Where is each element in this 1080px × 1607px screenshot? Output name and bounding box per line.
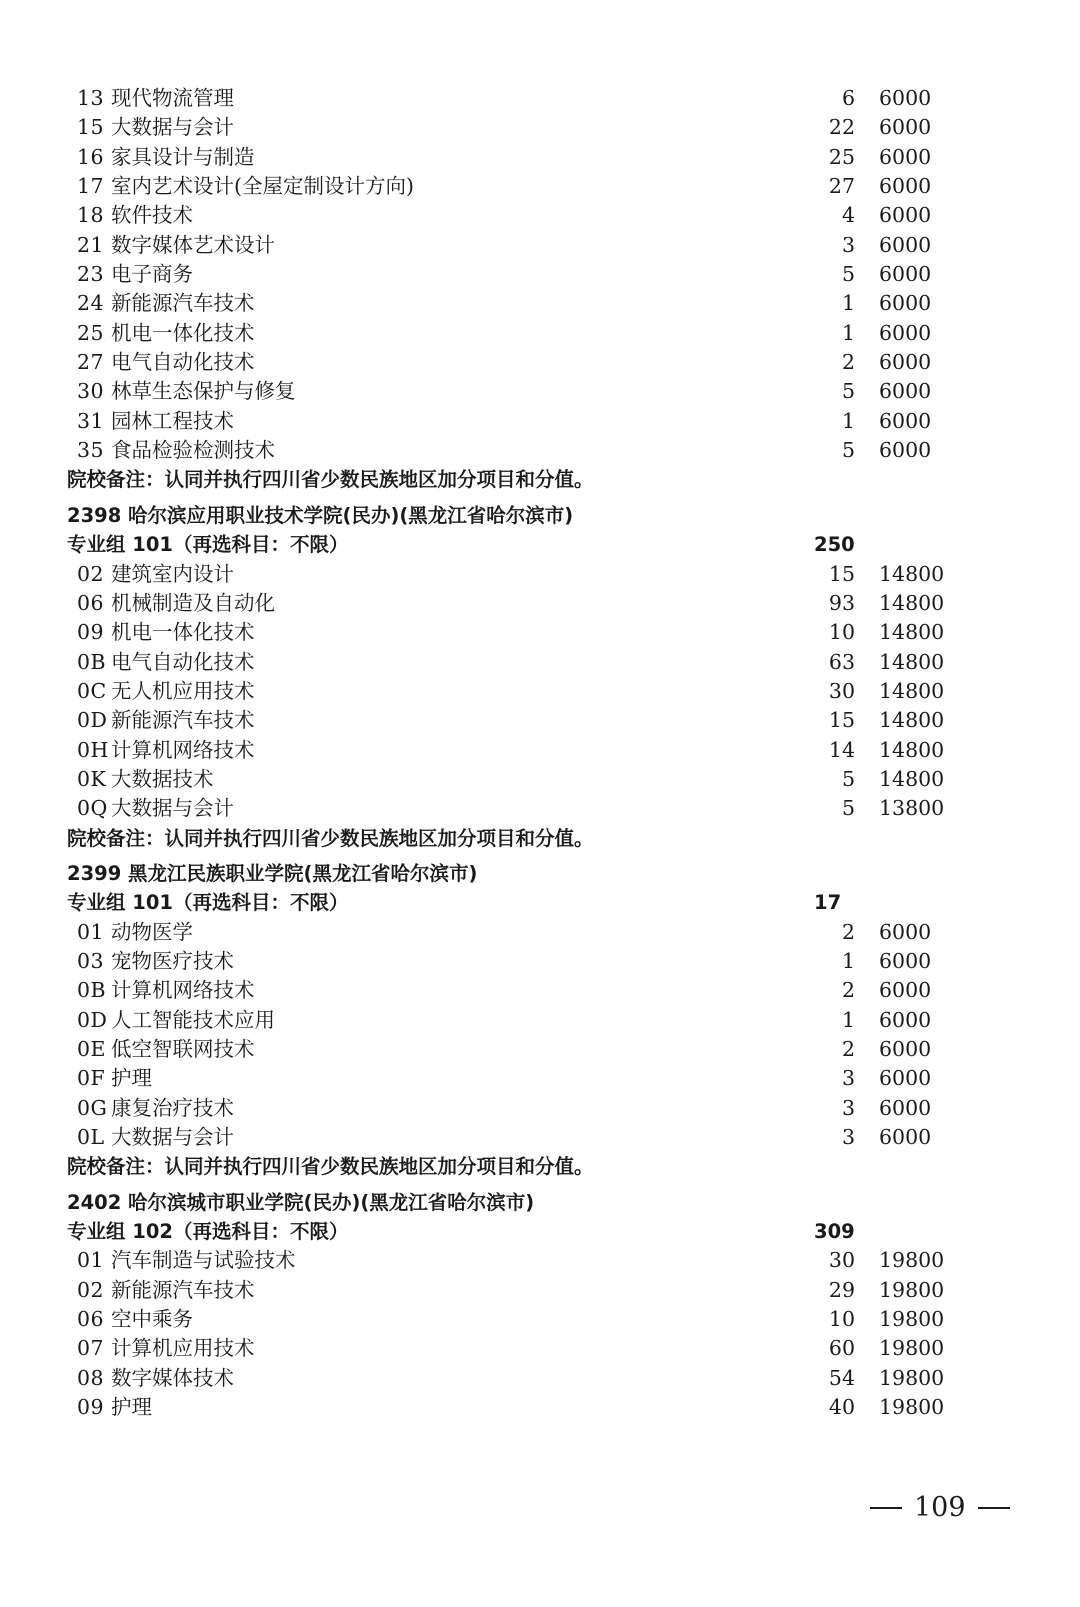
major-plan: 1 <box>841 291 855 316</box>
major-name: 空中乘务 <box>111 1307 193 1332</box>
group-plan-total: 17 <box>814 891 842 915</box>
major-name: 家具设计与制造 <box>111 144 255 169</box>
major-name: 数字媒体艺术设计 <box>111 232 275 257</box>
major-row <box>0 648 1080 677</box>
major-fee: 6000 <box>879 1007 932 1032</box>
major-name: 建筑室内设计 <box>111 561 234 586</box>
school-note-text: 院校备注：认同并执行四川省少数民族地区加分项目和分值。 <box>67 1155 594 1179</box>
major-fee: 6000 <box>879 350 932 375</box>
major-row <box>0 1305 1080 1334</box>
major-name: 大数据与会计 <box>111 1125 234 1150</box>
major-plan: 3 <box>841 1125 855 1150</box>
major-row <box>0 1276 1080 1305</box>
major-row <box>0 1035 1080 1064</box>
major-name: 新能源汽车技术 <box>111 291 255 316</box>
group-row <box>0 888 1080 917</box>
major-name: 汽车制造与试验技术 <box>111 1248 296 1273</box>
major-code: 0G <box>77 1095 108 1120</box>
major-plan: 2 <box>841 350 855 375</box>
major-plan: 2 <box>841 978 855 1003</box>
page-footer <box>870 1492 1010 1523</box>
major-row <box>0 260 1080 289</box>
major-code: 0F <box>77 1066 106 1091</box>
major-fee: 6000 <box>879 232 932 257</box>
major-plan: 3 <box>841 1066 855 1091</box>
school-note <box>0 824 1080 853</box>
major-plan: 15 <box>828 708 855 733</box>
major-plan: 4 <box>841 203 855 228</box>
major-fee: 14800 <box>879 649 945 674</box>
page-number: 109 <box>914 1492 966 1523</box>
major-name: 低空智联网技术 <box>111 1037 255 1061</box>
major-name: 现代物流管理 <box>111 86 234 110</box>
school-note <box>0 465 1080 494</box>
school-note <box>0 1152 1080 1181</box>
major-row <box>0 1094 1080 1123</box>
major-code: 23 <box>77 262 105 287</box>
major-fee: 6000 <box>879 115 932 140</box>
major-plan: 5 <box>841 262 855 287</box>
major-plan: 3 <box>841 1095 855 1120</box>
major-code: 0D <box>77 708 108 733</box>
major-fee: 14800 <box>879 737 945 762</box>
group-plan-total: 250 <box>814 533 855 557</box>
major-code: 08 <box>77 1365 105 1390</box>
major-fee: 19800 <box>879 1365 945 1390</box>
major-name: 园林工程技术 <box>111 408 234 433</box>
major-fee: 14800 <box>879 561 945 586</box>
major-name: 新能源汽车技术 <box>111 1277 255 1302</box>
major-fee: 6000 <box>879 174 932 199</box>
major-code: 01 <box>77 1248 105 1273</box>
major-fee: 14800 <box>879 678 945 703</box>
major-name: 动物医学 <box>111 919 193 944</box>
major-code: 16 <box>77 144 105 169</box>
major-code: 06 <box>77 1307 105 1332</box>
major-row <box>0 794 1080 823</box>
group-title-text: 专业组 102（再选科目：不限） <box>67 1220 349 1244</box>
major-row <box>0 231 1080 260</box>
major-row <box>0 113 1080 142</box>
major-name: 机电一体化技术 <box>111 320 255 345</box>
major-code: 17 <box>77 174 105 199</box>
major-row <box>0 589 1080 618</box>
major-plan: 6 <box>841 86 855 110</box>
major-plan: 5 <box>841 796 855 821</box>
major-plan: 5 <box>841 379 855 404</box>
major-code: 0H <box>77 737 109 762</box>
group-title-text: 专业组 101（再选科目：不限） <box>67 891 349 915</box>
major-name: 计算机网络技术 <box>111 978 255 1003</box>
major-fee: 6000 <box>879 379 932 404</box>
major-fee: 6000 <box>879 291 932 316</box>
major-code: 31 <box>77 408 105 433</box>
document-body <box>0 84 1080 1422</box>
major-fee: 6000 <box>879 978 932 1003</box>
major-name: 护理 <box>111 1066 152 1091</box>
major-row <box>0 377 1080 406</box>
major-row <box>0 201 1080 230</box>
major-code: 0K <box>77 766 107 791</box>
major-name: 大数据技术 <box>111 766 214 791</box>
major-row <box>0 976 1080 1005</box>
major-name: 护理 <box>111 1395 152 1420</box>
school-note-text: 院校备注：认同并执行四川省少数民族地区加分项目和分值。 <box>67 468 594 492</box>
major-name: 室内艺术设计(全屋定制设计方向) <box>111 174 414 199</box>
major-plan: 40 <box>828 1395 855 1420</box>
major-fee: 6000 <box>879 1095 932 1120</box>
major-plan: 30 <box>828 1248 855 1273</box>
major-code: 06 <box>77 590 105 615</box>
major-plan: 1 <box>841 948 855 973</box>
major-fee: 6000 <box>879 144 932 169</box>
major-row <box>0 436 1080 465</box>
major-code: 13 <box>77 86 105 110</box>
major-name: 大数据与会计 <box>111 115 234 140</box>
major-row <box>0 172 1080 201</box>
major-row <box>0 765 1080 794</box>
major-fee: 6000 <box>879 948 932 973</box>
major-code: 21 <box>77 232 105 257</box>
major-fee: 13800 <box>879 796 945 821</box>
major-plan: 2 <box>841 1037 855 1061</box>
major-row <box>0 736 1080 765</box>
dash-left <box>870 1507 902 1509</box>
major-plan: 30 <box>828 678 855 703</box>
major-plan: 22 <box>828 115 855 140</box>
major-fee: 19800 <box>879 1307 945 1332</box>
major-name: 康复治疗技术 <box>111 1095 234 1120</box>
major-row <box>0 1393 1080 1422</box>
major-plan: 15 <box>828 561 855 586</box>
school-note-text: 院校备注：认同并执行四川省少数民族地区加分项目和分值。 <box>67 826 594 850</box>
major-row <box>0 143 1080 172</box>
major-code: 30 <box>77 379 105 404</box>
major-row <box>0 1006 1080 1035</box>
major-code: 02 <box>77 561 105 586</box>
major-row <box>0 677 1080 706</box>
major-plan: 93 <box>828 590 855 615</box>
group-row <box>0 530 1080 559</box>
major-row <box>0 947 1080 976</box>
major-fee: 19800 <box>879 1336 945 1361</box>
major-name: 食品检验检测技术 <box>111 438 275 463</box>
major-code: 0L <box>77 1125 105 1150</box>
major-row <box>0 1364 1080 1393</box>
major-fee: 6000 <box>879 1066 932 1091</box>
major-code: 0C <box>77 678 107 703</box>
dash-right <box>978 1507 1010 1509</box>
major-name: 计算机网络技术 <box>111 737 255 762</box>
major-plan: 1 <box>841 320 855 345</box>
major-fee: 6000 <box>879 1125 932 1150</box>
group-row <box>0 1217 1080 1246</box>
major-row <box>0 560 1080 589</box>
major-plan: 25 <box>828 144 855 169</box>
major-plan: 2 <box>841 919 855 944</box>
major-row <box>0 706 1080 735</box>
major-name: 电气自动化技术 <box>111 350 255 375</box>
major-fee: 14800 <box>879 590 945 615</box>
major-fee: 6000 <box>879 320 932 345</box>
school-title-text: 2402 哈尔滨城市职业学院(民办)(黑龙江省哈尔滨市) <box>67 1190 535 1214</box>
major-fee: 14800 <box>879 766 945 791</box>
major-row <box>0 407 1080 436</box>
school-title-text: 2398 哈尔滨应用职业技术学院(民办)(黑龙江省哈尔滨市) <box>67 503 574 527</box>
major-plan: 3 <box>841 232 855 257</box>
major-fee: 6000 <box>879 919 932 944</box>
major-row <box>0 1123 1080 1152</box>
major-fee: 6000 <box>879 408 932 433</box>
major-code: 18 <box>77 203 105 228</box>
major-name: 人工智能技术应用 <box>111 1007 275 1032</box>
major-fee: 6000 <box>879 203 932 228</box>
major-plan: 1 <box>841 408 855 433</box>
major-name: 无人机应用技术 <box>111 678 255 703</box>
major-name: 计算机应用技术 <box>111 1336 255 1361</box>
major-fee: 14800 <box>879 620 945 645</box>
school-title <box>0 1188 1080 1217</box>
major-name: 电子商务 <box>111 262 193 287</box>
major-plan: 27 <box>828 174 855 199</box>
major-fee: 6000 <box>879 438 932 463</box>
major-code: 02 <box>77 1277 105 1302</box>
major-code: 24 <box>77 291 105 316</box>
major-fee: 6000 <box>879 86 932 110</box>
major-code: 0Q <box>77 796 108 821</box>
major-code: 15 <box>77 115 105 140</box>
major-code: 0E <box>77 1037 107 1061</box>
major-name: 大数据与会计 <box>111 796 234 821</box>
major-plan: 60 <box>828 1336 855 1361</box>
major-row <box>0 1246 1080 1275</box>
major-row <box>0 319 1080 348</box>
group-plan-total: 309 <box>814 1220 855 1244</box>
school-title <box>0 859 1080 888</box>
major-code: 01 <box>77 919 105 944</box>
major-row <box>0 84 1080 113</box>
major-code: 0B <box>77 649 107 674</box>
major-plan: 14 <box>828 737 855 762</box>
major-row <box>0 289 1080 318</box>
major-row <box>0 1334 1080 1363</box>
major-row <box>0 1064 1080 1093</box>
major-plan: 5 <box>841 438 855 463</box>
major-fee: 19800 <box>879 1395 945 1420</box>
major-code: 03 <box>77 948 105 973</box>
major-name: 机械制造及自动化 <box>111 590 275 615</box>
major-plan: 29 <box>828 1277 855 1302</box>
major-name: 软件技术 <box>111 203 193 228</box>
major-code: 27 <box>77 350 105 375</box>
major-code: 0B <box>77 978 107 1003</box>
major-plan: 1 <box>841 1007 855 1032</box>
school-title-text: 2399 黑龙江民族职业学院(黑龙江省哈尔滨市) <box>67 861 478 885</box>
major-plan: 10 <box>828 1307 855 1332</box>
major-code: 25 <box>77 320 105 345</box>
major-plan: 5 <box>841 766 855 791</box>
major-fee: 19800 <box>879 1248 945 1273</box>
school-title <box>0 501 1080 530</box>
major-name: 电气自动化技术 <box>111 649 255 674</box>
major-code: 09 <box>77 620 105 645</box>
major-name: 新能源汽车技术 <box>111 708 255 733</box>
major-name: 数字媒体技术 <box>111 1365 234 1390</box>
major-name: 机电一体化技术 <box>111 620 255 645</box>
major-plan: 63 <box>828 649 855 674</box>
major-fee: 14800 <box>879 708 945 733</box>
major-name: 宠物医疗技术 <box>111 948 234 973</box>
major-code: 07 <box>77 1336 105 1361</box>
major-row <box>0 348 1080 377</box>
group-title-text: 专业组 101（再选科目：不限） <box>67 533 349 557</box>
major-row <box>0 618 1080 647</box>
major-plan: 10 <box>828 620 855 645</box>
major-code: 0D <box>77 1007 108 1032</box>
major-fee: 19800 <box>879 1277 945 1302</box>
major-plan: 54 <box>828 1365 855 1390</box>
major-name: 林草生态保护与修复 <box>111 379 296 404</box>
major-fee: 6000 <box>879 262 932 287</box>
major-code: 09 <box>77 1395 105 1420</box>
major-code: 35 <box>77 438 105 463</box>
major-fee: 6000 <box>879 1037 932 1061</box>
major-row <box>0 918 1080 947</box>
